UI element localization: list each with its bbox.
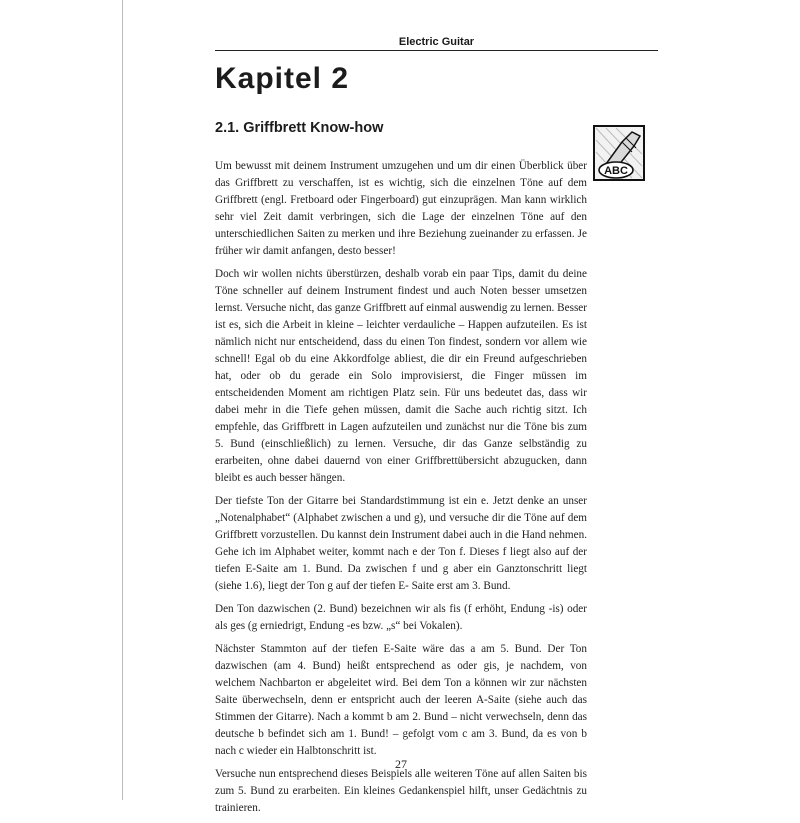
abc-hand-icon — [592, 124, 646, 182]
paragraph: Versuche nun entsprechend dieses Beispiels alle weiteren Töne auf allen Saiten bis zum 5. Bund zu erarbeiten. Ein kleines Gedankenspiel hilft, unser Gedächtnis zu trainieren. — [215, 768, 587, 814]
body-text — [215, 158, 587, 823]
paragraph: Der tiefste Ton der Gitarre bei Standardstimmung ist ein e. Jetzt denke an unser „Notenalphabet“ (Alphabet zwischen a und g), und versuche dir die Töne auf dem Griffbrett vorzustellen. Du kannst dein Instrument dabei auch in die Hand nehmen. Gehe ich im Alphabet weiter, kommt nach e der Ton f. Dieses f liegt also auf der tiefen E-Saite am 1. Bund. Da zwischen f und g aber ein Ganztonschritt liegt (siehe 1.6), liegt der Ton g auf der tiefen E- Saite erst am 3. Bund. — [215, 495, 587, 592]
page-edge-line — [122, 0, 123, 800]
section-title: 2.1. Griffbrett Know-how — [215, 120, 384, 136]
paragraph: Nächster Stammton auf der tiefen E-Saite wäre das a am 5. Bund. Der Ton dazwischen (am 4. Bund) heißt entsprechend as oder gis, je nachdem, von welchem Nachbarton er abgeleitet wird. Bei dem Ton a können wir zur nächsten Saite überwechseln, denn er entspricht auch der leeren A-Saite (siehe auch das Stimmen der Gitarre). Nach a kommt b am 2. Bund – nicht verwechseln, denn das deutsche b befindet sich am 1. Bund! – gefolgt vom c am 3. Bund, da es von b nach c wieder ein Halbtonschritt ist. — [215, 643, 587, 757]
paragraph: Um bewusst mit deinem Instrument umzugehen und um dir einen Überblick über das Griffbrett zu verschaffen, ist es wichtig, sich die einzelnen Töne auf dem Griffbrett (engl. Fretboard oder Fingerboard) gut einzuprägen. Man kann wirklich sehr viel Zeit damit verbringen, sich die Lage der einzelnen Töne auf den unterschiedlichen Saiten zu merken und ihre Beziehung zueinander zu erfassen. Je früher wir damit anfangen, desto besser! — [215, 160, 587, 257]
paragraph: Doch wir wollen nichts überstürzen, deshalb vorab ein paar Tips, damit du deine Töne schneller auf deinem Instrument findest und auch Noten besser umsetzen lernst. Versuche nicht, das ganze Griffbrett auf einmal auswendig zu lernen. Besser ist es, sich die Arbeit in kleine – leichter verdauliche – Happen aufzuteilen. Es ist nämlich nicht nur entscheidend, dass du einen Ton findest, sondern vor allem wie schnell! Egal ob du eine Akkordfolge abliest, die dir ein Freund aufgeschrieben hat, oder ob du gerade ein Solo improvisierst, die Finger müssen im entscheidenden Moment am richtigen Platz sein. Für uns bedeutet das, dass wir dabei mehr in die Tiefe gehen müssen, damit die Sache auch richtig sitzt. Ich empfehle, das Griffbrett in Lagen aufzuteilen und zunächst nur die Töne bis zum 5. Bund (einschließlich) zu lernen. Versuche, dir das Ganze selbständig zu erarbeiten, ohne dabei dauernd von einer Griffbrettübersicht abzugucken, dann bleibt es auch besser hängen. — [215, 268, 587, 484]
header-rule — [215, 50, 658, 51]
abc-icon-label: ABC — [604, 165, 628, 177]
running-header-title: Electric Guitar — [398, 36, 475, 48]
paragraph: Den Ton dazwischen (2. Bund) bezeichnen wir als fis (f erhöht, Endung -is) oder als ges (g erniedrigt, Endung -es bzw. „s“ bei Vokalen). — [215, 603, 587, 632]
page-number: 27 — [395, 757, 407, 771]
chapter-title: Kapitel 2 — [215, 62, 350, 95]
